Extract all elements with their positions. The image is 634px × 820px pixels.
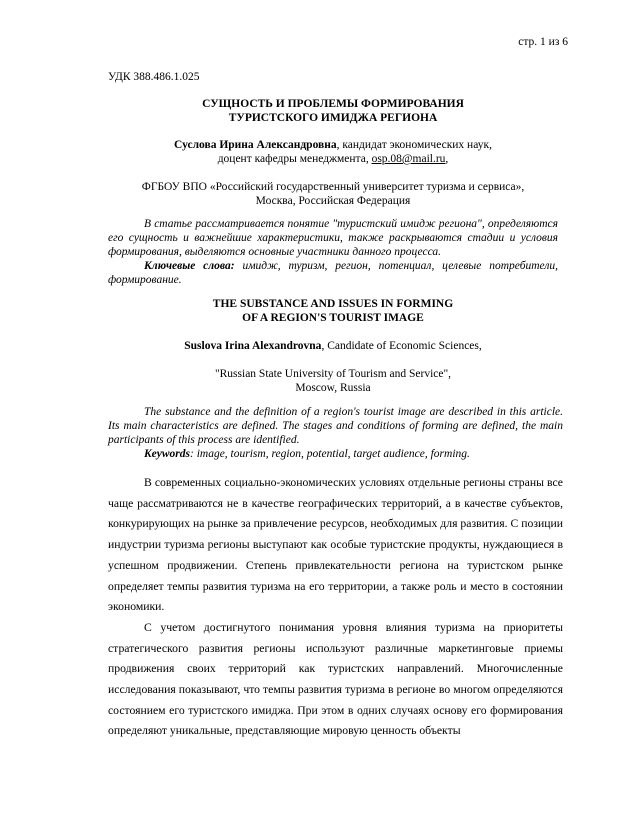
ru-title (108, 97, 558, 125)
en-title-line2: OF A REGION'S TOURIST IMAGE (242, 312, 424, 324)
email-link[interactable]: osp.08@mail.ru (371, 153, 446, 165)
ru-abstract: В статье рассматривается понятие "туристский имидж региона", определяются его сущность и важнейшие характеристики, также раскрываются стадии и условия формирования, выделяются основные участники данного процесса. (108, 218, 558, 258)
ru-affiliation (108, 180, 558, 208)
body-paragraph-2: С учетом достигнутого понимания уровня влияния туризма на приоритеты стратегического развития регионы используют различные маркетинговые приемы продвижения своих территорий как туристских направлений. Многочисленные исследования показывают, что темпы развития туризма в регионе во многом определяются состоянием его туристского имиджа. При этом в одних случаях основу его формирования определяют уникальные, представляющие мировую ценность объекты (108, 620, 563, 738)
en-author (108, 339, 558, 353)
en-abstract-block (108, 405, 563, 461)
ru-author-name: Суслова Ирина Александровна (174, 139, 337, 151)
en-title (108, 297, 558, 325)
udk-code: УДК 388.486.1.025 (108, 71, 200, 83)
en-author-degree: , Candidate of Economic Sciences, (321, 340, 482, 352)
ru-author-position: доцент кафедры менеджмента, (217, 153, 372, 165)
ru-keywords: имидж, туризм, регион, потенциал, целевые потребители, формирование. (108, 260, 558, 286)
ru-abstract-block (108, 217, 558, 287)
ru-author: Суслова Ирина Александровна, кандидат экономических наук, доцент кафедры менеджмента, osp.08@mail.ru, (174, 139, 492, 165)
page-number: стр. 1 из 6 (518, 36, 568, 48)
en-keywords-label: Keywords (144, 448, 190, 460)
ru-keywords-label: Ключевые слова: (144, 260, 235, 272)
en-abstract: The substance and the definition of a region's tourist image are described in this article. Its main characteristics are defined. The stages and conditions of forming are defined, the main participants of this process are identified. (108, 406, 563, 446)
ru-author-degree: , кандидат экономических наук, (336, 139, 492, 151)
en-author-name: Suslova Irina Alexandrovna (184, 340, 322, 352)
body-text (108, 473, 563, 742)
en-keywords: : image, tourism, region, potential, target audience, forming. (190, 448, 470, 460)
body-paragraph-1: В современных социально-экономических условиях отдельные регионы страны все чаще рассматриваются не в качестве географических территорий, а в качестве субъектов, конкурирующих на рынке за привлечение ресурсов, необходимых для развития. С позиции индустрии туризма регионы выступают как особые туристские продукты, нуждающиеся в успешном продвижении. Степень привлекательности региона на туристском рынке определяет темпы развития туризма на его территории, а также роль и место в состоянии экономики. (108, 476, 563, 614)
ru-affiliation-line1: ФГБОУ ВПО «Российский государственный университет туризма и сервиса», (141, 181, 525, 193)
en-title-line1: THE SUBSTANCE AND ISSUES IN FORMING (212, 298, 454, 310)
en-affiliation-line2: Moscow, Russia (295, 382, 371, 394)
ru-title-line1: СУЩНОСТЬ И ПРОБЛЕМЫ ФОРМИРОВАНИЯ (202, 98, 464, 110)
en-affiliation-line1: "Russian State University of Tourism and Service", (214, 368, 452, 380)
ru-affiliation-line2: Москва, Российская Федерация (255, 195, 411, 207)
en-affiliation (108, 367, 558, 395)
ru-title-line2: ТУРИСТСКОГО ИМИДЖА РЕГИОНА (228, 112, 438, 124)
